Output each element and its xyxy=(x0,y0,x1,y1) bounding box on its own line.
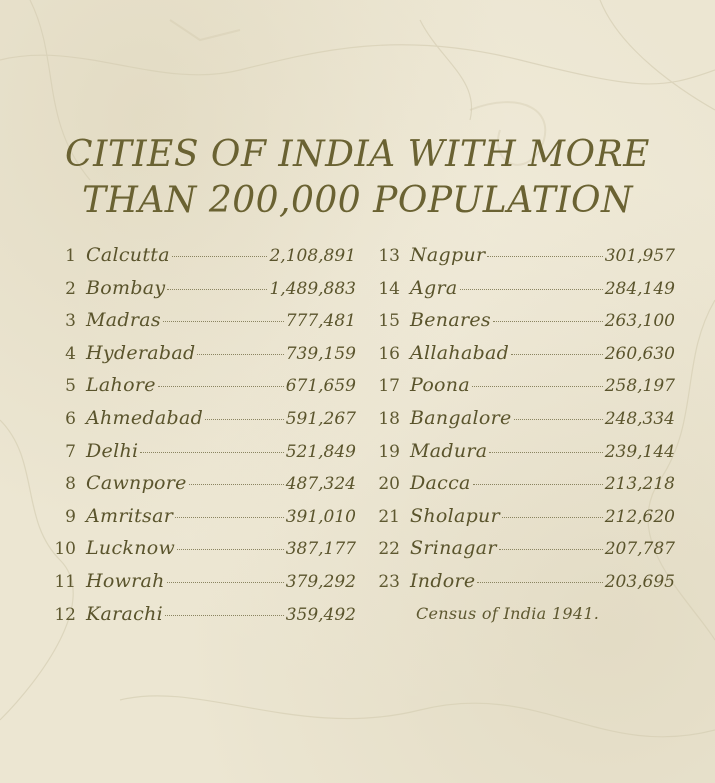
city-population: 2,108,891 xyxy=(269,246,356,266)
city-rank: 19 xyxy=(378,441,400,462)
city-name: Lahore xyxy=(86,374,156,397)
city-name: Hyderabad xyxy=(86,341,196,364)
city-rank: 5 xyxy=(65,376,76,397)
city-rank: 11 xyxy=(54,571,76,592)
dot-leader xyxy=(177,549,284,550)
dot-leader xyxy=(197,354,283,355)
city-population: 1,489,883 xyxy=(269,278,356,299)
dot-leader xyxy=(167,289,267,290)
city-population: 203,695 xyxy=(604,571,675,592)
list-item xyxy=(40,342,356,375)
list-item xyxy=(370,505,675,538)
city-name: Allahabad xyxy=(410,341,510,364)
list-item xyxy=(370,374,675,407)
list-item xyxy=(40,244,356,277)
city-rank: 23 xyxy=(378,571,400,592)
dot-leader xyxy=(165,615,284,616)
city-rank: 3 xyxy=(65,311,76,332)
city-population: 284,149 xyxy=(604,278,675,299)
city-name: Sholapur xyxy=(410,504,500,527)
city-name: Ahmedabad xyxy=(86,406,204,429)
title-line-1: CITIES OF INDIA WITH MORE xyxy=(65,134,650,175)
list-item xyxy=(40,570,356,603)
city-name: Calcutta xyxy=(86,244,170,266)
city-rank: 6 xyxy=(65,408,76,429)
city-rank: 2 xyxy=(65,278,76,299)
city-name: Bombay xyxy=(86,276,166,299)
list-item xyxy=(370,570,675,603)
city-population: 391,010 xyxy=(285,506,356,527)
dot-leader xyxy=(205,419,284,420)
city-rank: 10 xyxy=(54,539,76,560)
city-rank: 20 xyxy=(378,474,400,495)
list-item xyxy=(370,472,675,505)
list-item xyxy=(40,603,356,636)
city-list-right xyxy=(370,244,675,603)
city-rank: 9 xyxy=(65,506,76,527)
dot-leader xyxy=(172,256,268,257)
title-line-2: THAN 200,000 POPULATION xyxy=(81,180,633,221)
city-population: 263,100 xyxy=(604,311,675,332)
list-item xyxy=(370,277,675,310)
list-item xyxy=(370,244,675,277)
dot-leader xyxy=(175,517,284,518)
list-item xyxy=(370,537,675,570)
city-list-left xyxy=(40,244,356,635)
city-population: 387,177 xyxy=(285,539,356,560)
dot-leader xyxy=(473,484,603,485)
city-name: Lucknow xyxy=(86,537,176,560)
city-name: Delhi xyxy=(86,439,139,462)
dot-leader xyxy=(158,386,284,387)
city-name: Howrah xyxy=(86,569,165,592)
city-rank: 17 xyxy=(378,376,400,397)
list-item xyxy=(370,440,675,473)
dot-leader xyxy=(489,452,602,453)
dot-leader xyxy=(163,321,284,322)
city-population: 739,159 xyxy=(285,343,356,364)
city-population: 260,630 xyxy=(604,343,675,364)
list-item xyxy=(40,374,356,407)
page-title xyxy=(0,132,715,224)
city-name: Indore xyxy=(410,569,476,592)
city-population: 671,659 xyxy=(285,376,356,397)
dot-leader xyxy=(477,582,602,583)
dot-leader xyxy=(499,549,603,550)
city-rank: 1 xyxy=(65,246,76,266)
city-population: 359,492 xyxy=(285,604,356,625)
dot-leader xyxy=(514,419,603,420)
list-item xyxy=(40,277,356,310)
city-population: 213,218 xyxy=(604,474,675,495)
city-name: Benares xyxy=(410,309,491,332)
dot-leader xyxy=(487,256,602,257)
list-item xyxy=(40,440,356,473)
city-population: 487,324 xyxy=(285,474,356,495)
city-name: Poona xyxy=(410,374,470,397)
dot-leader xyxy=(140,452,283,453)
list-item xyxy=(40,472,356,505)
city-population: 212,620 xyxy=(604,506,675,527)
dot-leader xyxy=(502,517,603,518)
city-rank: 7 xyxy=(65,441,76,462)
city-name: Agra xyxy=(410,276,458,299)
city-population: 301,957 xyxy=(604,246,675,266)
city-rank: 18 xyxy=(378,408,400,429)
city-rank: 21 xyxy=(378,506,400,527)
list-item xyxy=(40,407,356,440)
city-name: Dacca xyxy=(410,472,471,495)
city-rank: 13 xyxy=(378,246,400,266)
city-rank: 12 xyxy=(54,604,76,625)
city-name: Madura xyxy=(410,439,488,462)
city-name: Karachi xyxy=(86,602,163,625)
city-population: 258,197 xyxy=(604,376,675,397)
city-population: 207,787 xyxy=(604,539,675,560)
city-rank: 4 xyxy=(65,343,76,364)
city-population: 521,849 xyxy=(285,441,356,462)
list-item xyxy=(40,309,356,342)
city-name: Bangalore xyxy=(410,406,512,429)
city-population: 777,481 xyxy=(285,311,356,332)
city-population: 379,292 xyxy=(285,571,356,592)
dot-leader xyxy=(167,582,284,583)
city-population: 248,334 xyxy=(604,408,675,429)
city-population: 591,267 xyxy=(285,408,356,429)
city-name: Nagpur xyxy=(410,244,486,266)
list-item xyxy=(370,407,675,440)
dot-leader xyxy=(472,386,603,387)
city-rank: 14 xyxy=(378,278,400,299)
city-name: Amritsar xyxy=(86,504,174,527)
city-name: Cawnpore xyxy=(86,472,187,495)
list-item xyxy=(40,505,356,538)
dot-leader xyxy=(189,484,284,485)
list-item xyxy=(370,309,675,342)
dot-leader xyxy=(493,321,603,322)
dot-leader xyxy=(511,354,603,355)
source-footnote: Census of India 1941. xyxy=(416,604,600,623)
city-name: Madras xyxy=(86,309,161,332)
dot-leader xyxy=(460,289,603,290)
city-rank: 22 xyxy=(378,539,400,560)
city-rank: 8 xyxy=(65,474,76,495)
list-item xyxy=(370,342,675,375)
city-rank: 16 xyxy=(378,343,400,364)
city-population: 239,144 xyxy=(604,441,675,462)
city-rank: 15 xyxy=(378,311,400,332)
city-name: Srinagar xyxy=(410,537,497,560)
list-item xyxy=(40,537,356,570)
